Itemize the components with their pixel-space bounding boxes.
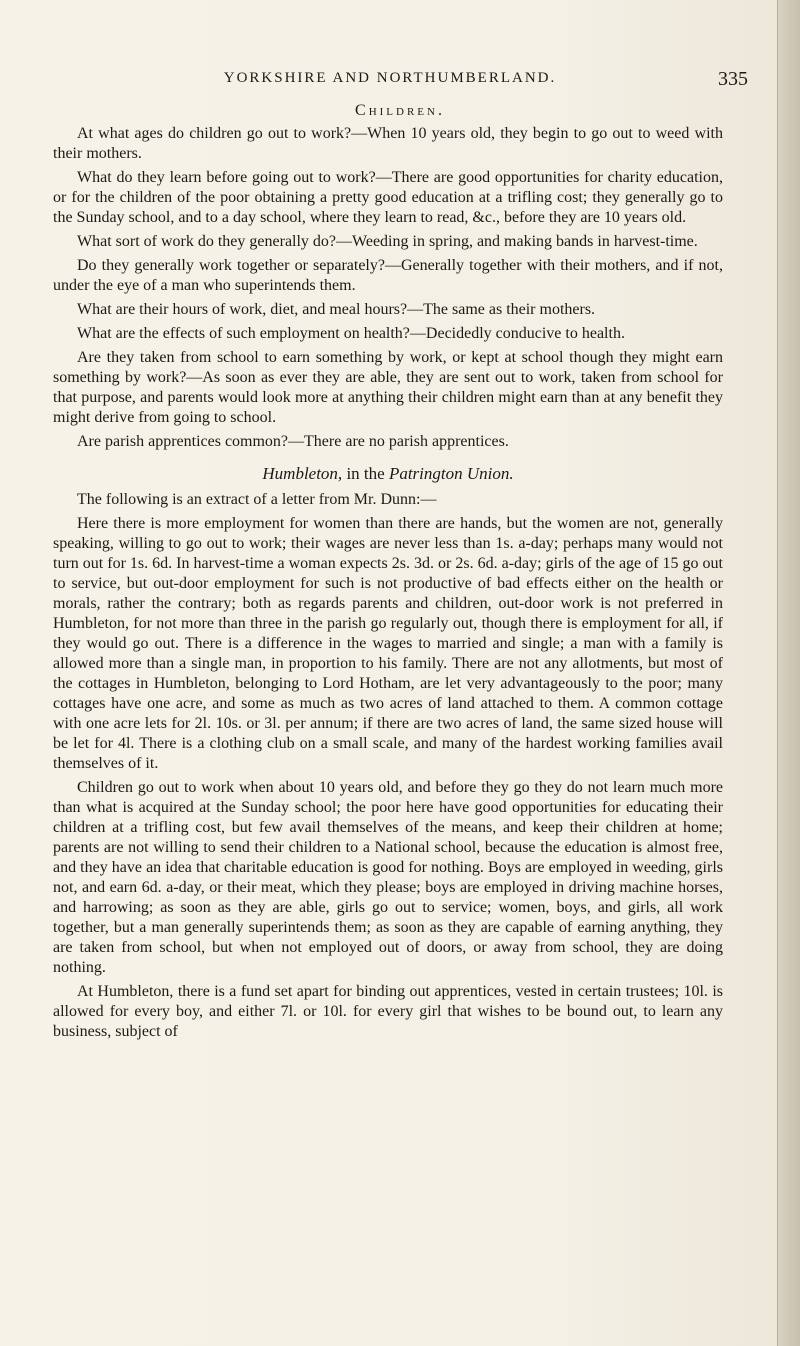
- place-subheading: [53, 464, 723, 484]
- subhead-middle: in the: [342, 464, 389, 483]
- qa-paragraph: What are their hours of work, diet, and meal hours?—The same as their mothers.: [77, 301, 596, 318]
- qa-paragraph: Do they generally work together or separately?—Generally together with their mothers, and if not, under the eye of a man who superintends them.: [53, 257, 723, 294]
- qa-paragraph: Are they taken from school to earn something by work, or kept at school though they might earn something by work?—As soon as ever they are able, they are sent out to work, taken from school for that purpose, and parents would look more at anything their children might earn than at any benefit they might derive from going to school.: [53, 349, 723, 426]
- letter-paragraph: The following is an extract of a letter from Mr. Dunn:—: [77, 491, 437, 508]
- letter-paragraph: Here there is more employment for women than there are hands, but the women are not, generally speaking, willing to go out to work; their wages are never less than 1s. a-day; perhaps many would not turn out for 1s. 6d. In harvest-time a woman expects 2s. 3d. or 2s. 6d. a-day; girls of the age of 15 go out to service, but out-door employment for such is not productive of bad effects either on the health or morals, rather the contrary; both as regards parents and children, out-door work is not preferred in Humbleton, for not more than three in the parish go regularly out, though there is employment for all, if they would go out. There is a difference in the wages to married and single; a man with a family is allowed more than a single man, in proportion to his family. There are not any allotments, but most of the cottages in Humbleton, belonging to Lord Hotham, are let very advantageously to the poor; many cottages have one acre, and some as much as two acres of land attached to them. A common cottage with one acre lets for 2l. 10s. or 3l. per annum; if there are two acres of land, the same sized house will be let for 4l. There is a clothing club on a small scale, and many of the hardest working families avail themselves of it.: [53, 515, 723, 772]
- letter-paragraph: At Humbleton, there is a fund set apart for binding out apprentices, vested in certain trustees; 10l. is allowed for every boy, and either 7l. or 10l. for every girl that wishes to be bound out, to learn any business, subject of: [53, 983, 723, 1040]
- qa-paragraph: What are the effects of such employment on health?—Decidedly conducive to health.: [77, 325, 625, 342]
- qa-paragraph: At what ages do children go out to work?—When 10 years old, they begin to go out to weed with their mothers.: [53, 125, 723, 162]
- qa-paragraph: What do they learn before going out to work?—There are good opportunities for charity education, or for the children of the poor obtaining a pretty good education at a trifling cost; they generally go to the Sunday school, and to a day school, where they learn to read, &c., before they are 10 years old.: [53, 169, 723, 226]
- qa-paragraph: Are parish apprentices common?—There are no parish apprentices.: [77, 433, 509, 450]
- qa-paragraph: What sort of work do they generally do?—Weeding in spring, and making bands in harvest-time.: [77, 233, 698, 250]
- letter-paragraph: Children go out to work when about 10 years old, and before they go they do not learn much more than what is acquired at the Sunday school; the poor here have good opportunities for educating their children at a trifling cost, but few avail themselves of the means, and keep their children at home; parents are not willing to send their children to a National school, because the education is almost free, and they have an idea that charitable education is good for nothing. Boys are employed in weeding, girls not, and earn 6d. a-day, or their meat, which they please; boys are employed in driving machine horses, and harrowing; as soon as they are able, girls go out to service; women, boys, and girls, all work together, but a man generally superintends them; as soon as they are capable of earning anything, they are taken from school, but when not employed out of doors, or away from school, they are doing nothing.: [53, 779, 723, 976]
- body-text: [53, 124, 723, 1046]
- running-head: YORKSHIRE AND NORTHUMBERLAND.: [223, 70, 557, 86]
- subhead-place: Humbleton,: [262, 464, 343, 483]
- subhead-union: Patrington Union.: [388, 464, 514, 483]
- section-title: Children.: [355, 102, 445, 119]
- page-number: 335: [718, 68, 748, 90]
- page-edge: [777, 0, 800, 1346]
